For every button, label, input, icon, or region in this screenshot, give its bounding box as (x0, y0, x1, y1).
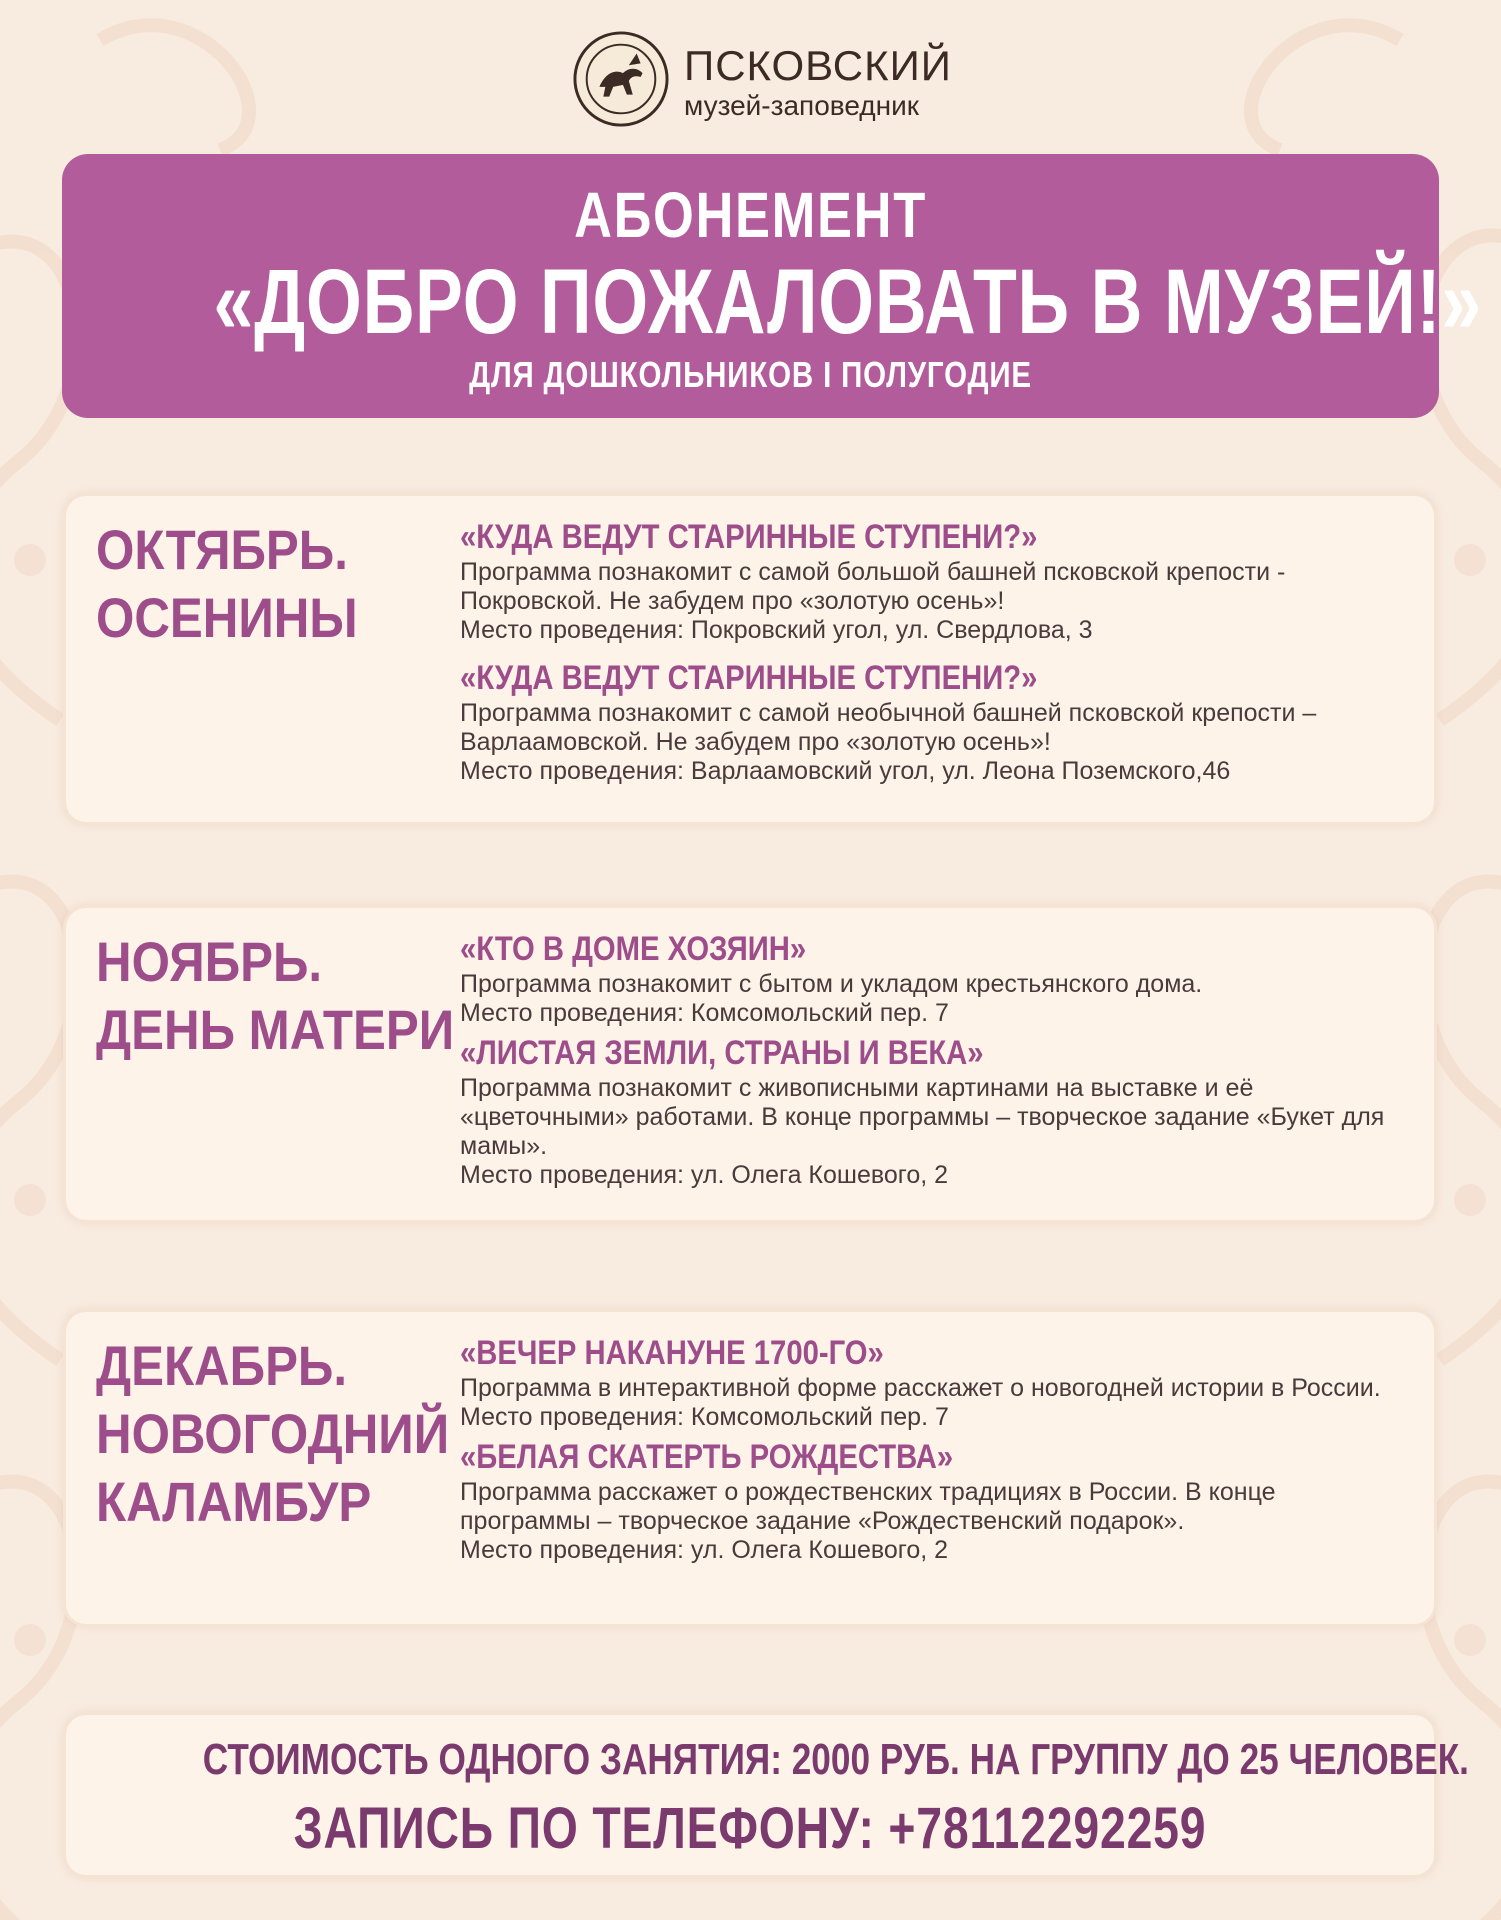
logo-title: ПСКОВСКИЙ (684, 42, 952, 89)
month-title-line: ДЕНЬ МАТЕРИ (96, 998, 455, 1061)
event-place: Место проведения: Варлаамовский угол, ул. Леона Поземского,46 (460, 757, 1231, 785)
event-item (460, 1032, 1410, 1190)
month-title-line: КАЛАМБУР (96, 1470, 372, 1533)
event-title: «КУДА ВЕДУТ СТАРИННЫЕ СТУПЕНИ?» (460, 659, 1038, 697)
event-list (460, 516, 1410, 798)
month-title (96, 928, 455, 1064)
event-item (460, 657, 1410, 786)
event-title: «ВЕЧЕР НАКАНУНЕ 1700-ГО» (460, 1334, 884, 1372)
event-description: Программа познакомит с самой большой башней псковской крепости - Покровской. Не забудем про «золотую осень»! (460, 558, 1286, 615)
event-place: Место проведения: ул. Олега Кошевого, 2 (460, 1161, 949, 1189)
month-title-line: НОВОГОДНИЙ (96, 1402, 450, 1465)
event-description: Программа в интерактивной форме расскажет о новогодней истории в России. (460, 1374, 1381, 1402)
month-card-november (66, 908, 1434, 1220)
month-title-line: ОСЕНИНЫ (96, 586, 358, 649)
event-item (460, 1332, 1410, 1432)
title-banner (62, 154, 1483, 418)
event-item (460, 928, 1410, 1028)
event-description: Программа познакомит с бытом и укладом крестьянского дома. (460, 970, 1203, 998)
month-card-december (66, 1312, 1434, 1624)
logo-subtitle: музей-заповедник (684, 90, 919, 121)
banner-heading: АБОНЕМЕНТ (574, 179, 927, 251)
event-item (460, 516, 1410, 645)
month-title (96, 516, 430, 652)
event-title: «ЛИСТАЯ ЗЕМЛИ, СТРАНЫ И ВЕКА» (460, 1034, 984, 1072)
footer-info (66, 1715, 1469, 1875)
museum-logo (572, 30, 952, 130)
event-description: Программа познакомит с живописными картинами на выставке и её «цветочными» работами. В конце программы – творческое задание «Букет для мамы». (460, 1074, 1385, 1160)
month-card-october (66, 496, 1434, 822)
month-title-line: НОЯБРЬ. (96, 930, 323, 993)
month-title-line: ДЕКАБРЬ. (96, 1334, 348, 1397)
event-place: Место проведения: Покровский угол, ул. Свердлова, 3 (460, 616, 1093, 644)
month-title (96, 1332, 450, 1536)
event-place: Место проведения: Комсомольский пер. 7 (460, 999, 949, 1027)
month-title-line: ОКТЯБРЬ. (96, 518, 348, 581)
museum-seal-icon (572, 30, 670, 128)
event-description: Программа расскажет о рождественских традициях в России. В конце программы – творческое задание «Рождественский подарок». (460, 1478, 1276, 1535)
event-description: Программа познакомит с самой необычной башней псковской крепости – Варлаамовской. Не забудем про «золотую осень»! (460, 699, 1317, 756)
price-info: СТОИМОСТЬ ОДНОГО ЗАНЯТИЯ: 2000 РУБ. НА ГРУППУ ДО 25 ЧЕЛОВЕК. (202, 1735, 1469, 1784)
event-title: «КТО В ДОМЕ ХОЗЯИН» (460, 930, 807, 968)
event-list (460, 928, 1410, 1202)
banner-subtitle: ДЛЯ ДОШКОЛЬНИКОВ I ПОЛУГОДИЕ (469, 354, 1032, 395)
banner-title: «ДОБРО ПОЖАЛОВАТЬ В МУЗЕЙ!» (213, 251, 1483, 353)
event-title: «КУДА ВЕДУТ СТАРИННЫЕ СТУПЕНИ?» (460, 518, 1038, 556)
event-place: Место проведения: Комсомольский пер. 7 (460, 1403, 949, 1431)
event-item (460, 1436, 1410, 1565)
phone-info[interactable]: ЗАПИСЬ ПО ТЕЛЕФОНУ: +78112292259 (293, 1796, 1207, 1861)
event-place: Место проведения: ул. Олега Кошевого, 2 (460, 1536, 949, 1564)
event-list (460, 1332, 1410, 1577)
event-title: «БЕЛАЯ СКАТЕРТЬ РОЖДЕСТВА» (460, 1438, 954, 1476)
